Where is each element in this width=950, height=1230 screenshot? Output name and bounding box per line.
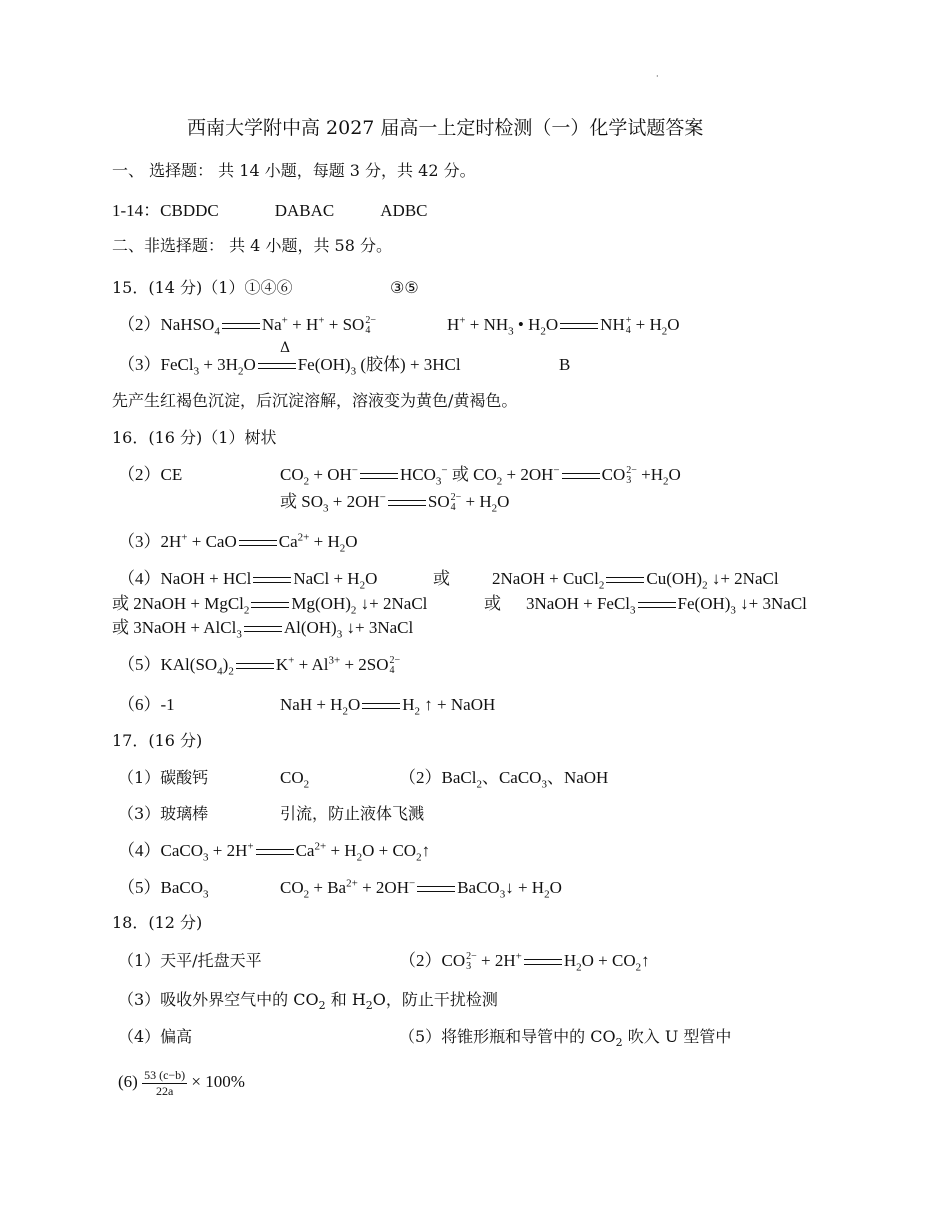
q16-p4-eq2: 2NaOH + CuCl$_2$ $Cu(OH)_2$ ↓+ 2NaCl bbox=[492, 569, 779, 592]
q15-label: 15．(14 分)（1）①④⑥ bbox=[112, 278, 293, 297]
q15-p3-eq: （3）FeCl$_3$ + $3H_2O$ $Fe(OH)_3$ (胶体) + 3HCl bbox=[118, 355, 461, 378]
q17-p2: （2）BaCl$_2$、CaCO$_3$、NaOH bbox=[399, 768, 609, 791]
q16-label: 16．(16 分)（1）树状 bbox=[112, 428, 277, 447]
heat-symbol: Δ bbox=[280, 340, 291, 356]
q17-p5-label: （5）BaCO$_3$ bbox=[118, 878, 209, 901]
q16-p4-eq1: （4）NaOH + HCl NaCl + $H_2O$ bbox=[118, 569, 378, 592]
q16-p6-label: （6）-1 bbox=[118, 695, 175, 714]
q15-p1b: ③⑤ bbox=[390, 278, 419, 297]
page-title: 西南大学附中高 2027 届高一上定时检测（一）化学试题答案 bbox=[187, 117, 704, 139]
q15-p2-eq2: $H^+ + NH_3$ • $H_2O$ NH + 4 + $H_2O$ bbox=[447, 314, 680, 338]
q16-p6-eq: NaH + $H_2O$ $H_2$ ↑ + NaOH bbox=[280, 695, 496, 718]
q18-p3: （3）吸收外界空气中的 $CO_2$ 和 $H_2O$，防止干扰检测 bbox=[118, 990, 498, 1013]
q17-p3: （3）玻璃棒 bbox=[118, 804, 209, 823]
q17-p1b: $CO_2$ bbox=[280, 768, 310, 791]
q18-p5: （5）将锥形瓶和导管中的 $CO_2$ 吹入 U 型管中 bbox=[399, 1027, 732, 1050]
q16-p4-eq5: 或 3NaOH + AlCl$_3$ $Al(OH)_3$ ↓+ 3NaCl bbox=[112, 618, 414, 641]
result-fraction bbox=[142, 1068, 187, 1099]
q17-p1: （1）碳酸钙 bbox=[118, 768, 209, 787]
stray-dot: · bbox=[656, 72, 659, 81]
q16-p2-eq2: 或 $SO_3 + 2OH^-$ SO 2− 4 + $H_2O$ bbox=[280, 491, 510, 515]
q16-p4-eq3: 或 2NaOH + MgCl$_2$ $Mg(OH)_2$ ↓+ 2NaCl bbox=[112, 594, 428, 617]
q17-p3b: 引流，防止液体飞溅 bbox=[280, 804, 425, 823]
q15-p2-eq1: （2）NaHSO$_4$ Na+ + H+ + SO 2− 4 bbox=[118, 314, 376, 338]
q17-p4-eq: （4）CaCO$_3$ + 2H+ $Ca^{2+} + H_2O$ + $CO_2↑$ bbox=[118, 840, 431, 864]
q16-p2-label: （2）CE bbox=[118, 465, 183, 484]
q17-label: 17．(16 分) bbox=[112, 731, 203, 750]
q16-p5-eq: $(5)KAl(SO_4)_2$ $K^+ + Al^{3+} + 2SO$ 2− 4 bbox=[118, 654, 401, 678]
q16-p2-eq1: $CO_2 + OH^-$ $HCO_3^-$ 或 $CO_2 + 2OH^-$ CO 2− 3 $+H_2O$ bbox=[280, 464, 681, 488]
mc-answers-label: 1-14： bbox=[112, 201, 161, 220]
section2-header: 二、非选择题： 共 4 小题，共 58 分。 bbox=[112, 236, 392, 255]
q16-p4-eq4: 3NaOH + FeCl$_3$ $Fe(OH)_3$ ↓+ 3NaCl bbox=[526, 594, 807, 617]
q16-p4-or2: 或 bbox=[484, 594, 501, 613]
mc-answers bbox=[112, 201, 428, 221]
mc-group-2: DABAC bbox=[274, 201, 335, 220]
fraction-numerator: 53 (c−b) bbox=[144, 1067, 186, 1082]
q16-p4-or1: 或 bbox=[433, 569, 450, 588]
section1-header: 一、 选择题： 共 14 小题，每题 3 分，共 42 分。 bbox=[112, 161, 476, 180]
q18-p6: (6) $\frac{53 (c-b)}{22a}$ × 100% bbox=[118, 1067, 245, 1098]
mc-group-3: ADBC bbox=[380, 201, 428, 220]
q15-p3-desc: 先产生红褐色沉淀，后沉淀溶解，溶液变为黄色/黄褐色。 bbox=[112, 391, 518, 410]
q18-p1: （1）天平/托盘天平 bbox=[118, 951, 262, 970]
fraction-denominator: 22a bbox=[155, 1083, 174, 1098]
q17-p5-eq: $CO_2 + Ba^{2+} + 2OH^-$ BaCO$_3$↓ + $H_2O$ bbox=[280, 877, 562, 901]
percent-tail: × 100% bbox=[191, 1072, 245, 1091]
q18-label: 18．(12 分) bbox=[112, 913, 203, 932]
q18-p2-eq: （2）CO 2− 3 + 2H+ $H_2O$ + $CO_2↑$ bbox=[399, 950, 650, 974]
mc-group-1: CBDDC bbox=[160, 201, 219, 220]
q15-p3-b: B bbox=[559, 355, 571, 374]
q16-p3-eq: （3）2H+ + CaO $Ca^{2+} + H_2O$ bbox=[118, 531, 358, 555]
q18-p4: （4）偏高 bbox=[118, 1027, 193, 1046]
